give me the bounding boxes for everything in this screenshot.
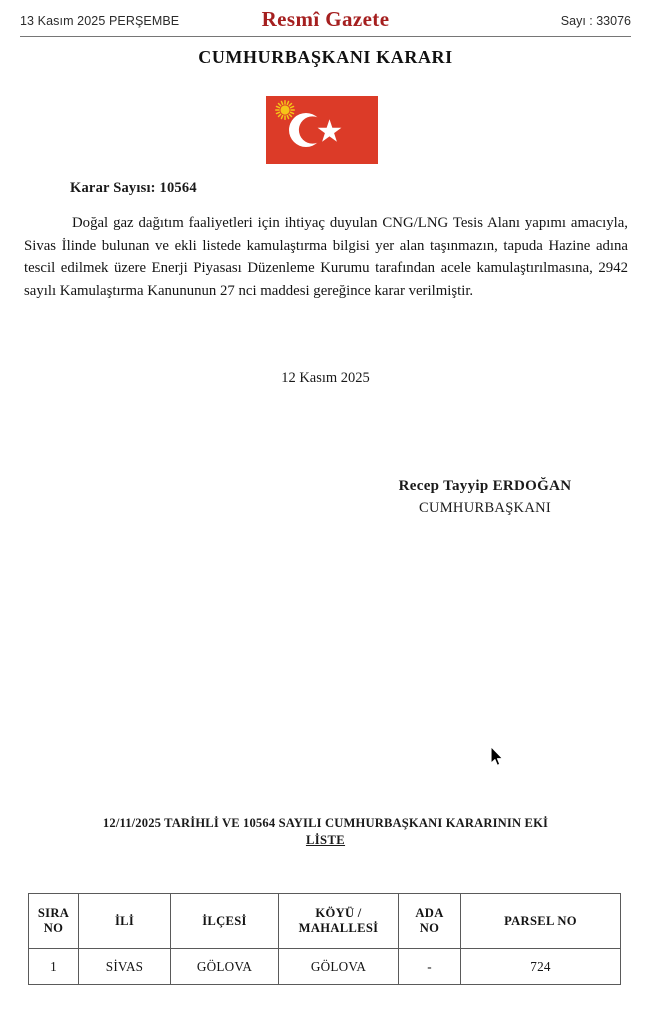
table-header-sira-no	[29, 894, 79, 949]
signer-role: CUMHURBAŞKANI	[419, 500, 551, 516]
decision-body-text: Doğal gaz dağıtım faaliyetleri için ihtiyaç duyulan CNG/LNG Tesis Alanı yapımı amacıyla, Sivas İlinde bulunan ve ekli listede kamulaştırma bilgisi yer alan taşınmazın, tapuda Hazine adına tescil edilmek üzere Enerji Piyasası Düzenleme Kurumu tarafından acele kamulaştırılmasına, 2942 sayılı Kamulaştırma Kanununun 27 nci maddesi gereğince karar verilmiştir.	[24, 215, 628, 299]
table-header-sira-no-line1: SIRA	[37, 906, 70, 920]
mouse-pointer-icon	[490, 746, 504, 767]
cell-il: SİVAS	[79, 949, 171, 985]
table-header-koy-mahalle	[279, 894, 399, 949]
table-header-row	[29, 894, 621, 949]
cell-koy-mahalle: GÖLOVA	[279, 949, 399, 985]
table-header-parsel-no: PARSEL NO	[461, 894, 621, 949]
signature-block	[340, 476, 630, 519]
cell-parsel-no: 724	[461, 949, 621, 985]
masthead-issue-number: Sayı : 33076	[560, 14, 631, 28]
gazette-title: Resmî Gazete	[261, 7, 390, 31]
annex-heading-line-2: LİSTE	[305, 833, 346, 847]
crescent-icon	[289, 113, 326, 147]
table-header-il: İLİ	[79, 894, 171, 949]
annex-heading	[0, 815, 651, 849]
annex-heading-line-1: 12/11/2025 TARİHLİ VE 10564 SAYILI CUMHURBAŞKANI KARARININ EKİ	[102, 816, 549, 830]
expropriation-list-table	[28, 893, 621, 985]
signature-date: 12 Kasım 2025	[281, 370, 370, 386]
cell-ada-no: -	[399, 949, 461, 985]
masthead-divider	[20, 36, 631, 37]
signer-name: Recep Tayyip ERDOĞAN	[398, 478, 572, 494]
masthead	[20, 8, 631, 34]
decision-number: Karar Sayısı: 10564	[70, 180, 197, 196]
table-header-ada-no-line1: ADA	[415, 906, 444, 920]
flag-symbols-icon	[266, 96, 378, 164]
table-header-ilce: İLÇESİ	[171, 894, 279, 949]
cell-ilce: GÖLOVA	[171, 949, 279, 985]
table-header-sira-no-line2: NO	[43, 921, 64, 935]
table-header-ada-no-line2: NO	[419, 921, 440, 935]
sun-emblem-icon	[276, 101, 294, 119]
cell-sira-no: 1	[29, 949, 79, 985]
masthead-date: 13 Kasım 2025 PERŞEMBE	[20, 14, 180, 28]
table-header-koy-mahalle-line1: KÖYÜ /	[315, 906, 362, 920]
table-header-ada-no	[399, 894, 461, 949]
table-row	[29, 949, 621, 985]
presidential-flag-emblem	[266, 96, 378, 164]
page-title: CUMHURBAŞKANI KARARI	[198, 47, 453, 67]
table-header-koy-mahalle-line2: MAHALLESİ	[298, 921, 379, 935]
